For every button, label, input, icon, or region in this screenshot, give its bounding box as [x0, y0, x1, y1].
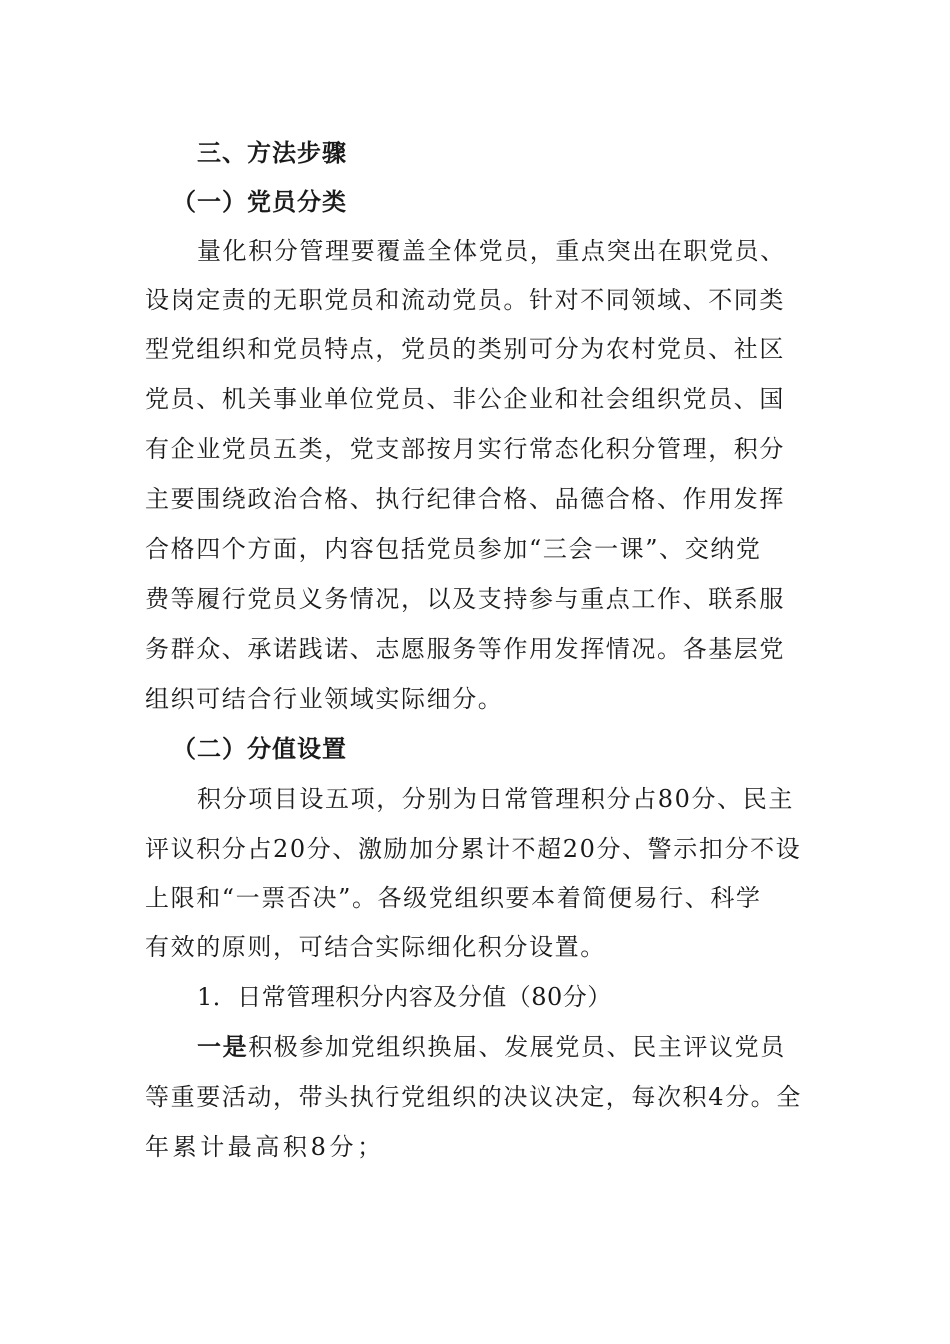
paragraph-line: 党员、机关事业单位党员、非公企业和社会组织党员、国 [145, 385, 785, 413]
paragraph-line: 合格四个方面，内容包括党员参加“三会一课”、交纳党 [145, 535, 762, 563]
paragraph-line: 评议积分占20分、激励加分累计不超20分、警示扣分不设 [145, 835, 802, 863]
paragraph-line: 年累计最高积8分； [145, 1133, 385, 1161]
paragraph-line: 务群众、承诺践诺、志愿服务等作用发挥情况。各基层党 [145, 635, 785, 663]
item-heading-daily-management: 1．日常管理积分内容及分值（80分） [197, 983, 612, 1011]
paragraph-line: 主要围绕政治合格、执行纪律合格、品德合格、作用发挥 [145, 485, 785, 513]
subsection-heading-score-settings: （二）分值设置 [172, 735, 347, 763]
paragraph-line: 有企业党员五类，党支部按月实行常态化积分管理，积分 [145, 435, 785, 463]
paragraph-line: 设岗定责的无职党员和流动党员。针对不同领域、不同类 [145, 286, 785, 314]
bold-lead-text: 一是 [197, 1033, 249, 1061]
paragraph-line: 有效的原则，可结合实际细化积分设置。 [145, 933, 606, 961]
paragraph-line: 型党组织和党员特点，党员的类别可分为农村党员、社区 [145, 335, 785, 363]
subsection-heading-party-member-classification: （一）党员分类 [172, 188, 347, 216]
paragraph-line: 等重要活动，带头执行党组织的决议决定，每次积4分。全 [145, 1083, 802, 1111]
paragraph-line: 费等履行党员义务情况，以及支持参与重点工作、联系服 [145, 585, 785, 613]
paragraph-line: 量化积分管理要覆盖全体党员，重点突出在职党员、 [197, 237, 786, 265]
paragraph-line: 积分项目设五项，分别为日常管理积分占80分、民主 [197, 785, 794, 813]
section-heading: 三、方法步骤 [197, 139, 347, 167]
paragraph-line [197, 1022, 805, 1072]
paragraph-line: 组织可结合行业领域实际细分。 [145, 685, 504, 713]
paragraph-line-rest: 积极参加党组织换届、发展党员、民主评议党员 [248, 1033, 786, 1061]
paragraph-line: 上限和“一票否决”。各级党组织要本着简便易行、科学 [145, 884, 762, 912]
